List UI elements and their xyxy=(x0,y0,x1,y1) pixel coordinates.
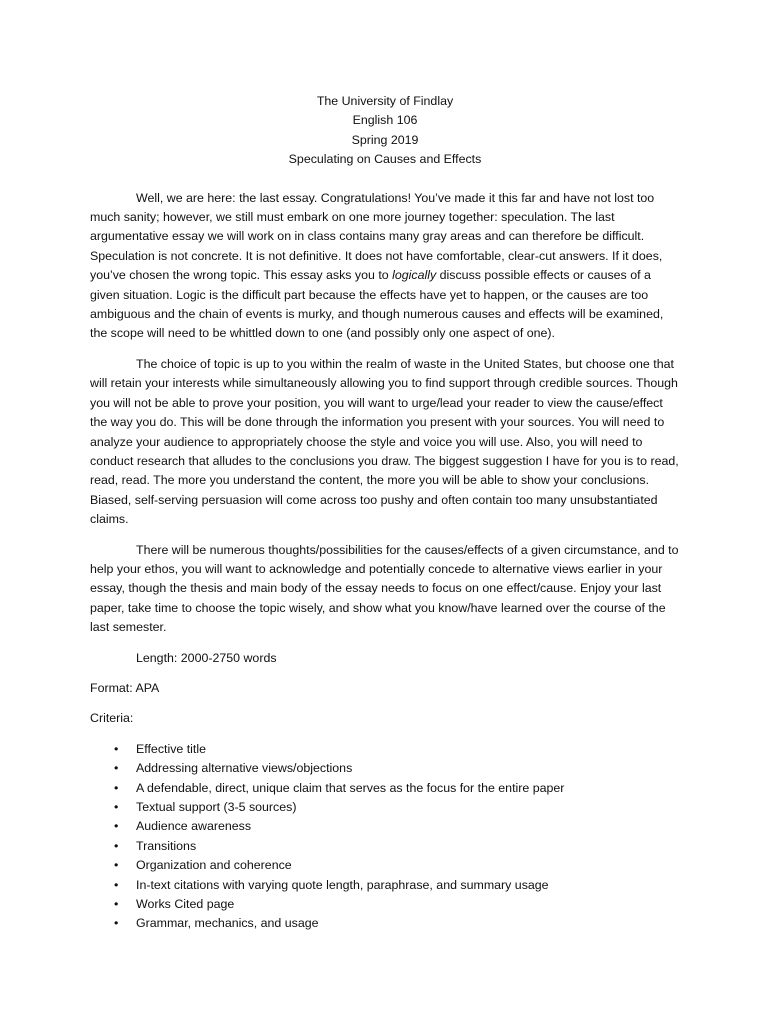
format-requirement: Format: APA xyxy=(90,680,160,695)
paragraph-closing: There will be numerous thoughts/possibilities for the causes/effects of a given circumstance, and to help your ethos, you will want to acknowledge and potentially concede to alternative views earlier in your essay, though the thesis and main body of the essay needs to focus on one effect/cause. Enjoy your last paper, take time to choose the topic wisely, and show what you know/have learned over the course of the last semester. xyxy=(90,542,679,635)
paragraph-intro xyxy=(90,189,680,344)
length-requirement: Length: 2000-2750 words xyxy=(136,650,277,665)
paragraph-topic: The choice of topic is up to you within the realm of waste in the United States, but choose one that will retain your interests while simultaneously allowing you to find support through credible sources. Though you will not be able to prove your position, you will want to urge/lead your reader to view the cause/effect the way you do. This will be done through the information you present with your sources. You will need to analyze your audience to appropriately choose the style and voice you will use. Also, you will need to conduct research that alludes to the conclusions you draw. The biggest suggestion I have for you is to read, read, read. The more you understand the content, the more you will be able to show your conclusions. Biased, self-serving persuasion will come across too pushy and often contain too many unsubstantiated claims. xyxy=(90,356,679,527)
criteria-item-text: Works Cited page xyxy=(136,897,235,912)
paragraph-intro-part-2: discuss possible effects or causes of a given situation. Logic is the difficult part because the effects have yet to happen, or the causes are too ambiguous and the chain of events is murky, and though numerous causes and effects will be examined, the scope will need to be whittled down to one (and possibly only one aspect of one). xyxy=(90,268,664,341)
criteria-item xyxy=(90,740,680,759)
criteria-item xyxy=(90,759,680,778)
emphasis-logically: logically xyxy=(392,268,437,283)
paragraph-intro-part-1: Well, we are here: the last essay. Congratulations! You’ve made it this far and have not lost too much sanity; however, we still must embark on one more journey together: speculation. The last argumentative essay we will work on in class contains many gray areas and can therefore be difficult. Speculation is not concrete. It is not definitive. It does not have comfortable, clear-cut answers. If it does, you’ve chosen the wrong topic. This essay asks you to xyxy=(90,190,663,283)
document-header xyxy=(90,92,680,170)
criteria-list xyxy=(90,740,680,934)
bullet-icon: • xyxy=(114,800,119,814)
criteria-item-text: In-text citations with varying quote length, paraphrase, and summary usage xyxy=(136,877,549,892)
criteria-item-text: Addressing alternative views/objections xyxy=(136,761,353,776)
course-name: English 106 xyxy=(352,113,418,128)
criteria-item-text: A defendable, direct, unique claim that serves as the focus for the entire paper xyxy=(136,780,565,795)
criteria-item-text: Transitions xyxy=(136,838,197,853)
criteria-item-text: Organization and coherence xyxy=(136,858,292,873)
criteria-item xyxy=(90,895,680,914)
bullet-icon: • xyxy=(114,761,119,776)
bullet-icon: • xyxy=(114,780,119,795)
criteria-label: Criteria: xyxy=(90,711,134,726)
bullet-icon: • xyxy=(114,819,119,834)
bullet-icon: • xyxy=(114,741,119,756)
document-page xyxy=(90,92,680,934)
bullet-icon: • xyxy=(114,858,119,873)
criteria-item xyxy=(90,914,680,933)
criteria-item-text: Effective title xyxy=(136,741,207,756)
criteria-item xyxy=(90,876,680,895)
bullet-icon: • xyxy=(114,877,119,892)
criteria-item-text: Audience awareness xyxy=(136,819,252,834)
assignment-title: Speculating on Causes and Effects xyxy=(288,152,482,167)
criteria-item-text: Grammar, mechanics, and usage xyxy=(136,916,319,931)
criteria-item-text: Textual support (3-5 sources) xyxy=(136,800,297,814)
term: Spring 2019 xyxy=(351,132,419,147)
bullet-icon: • xyxy=(114,838,119,853)
university-name: The University of Findlay xyxy=(316,94,454,108)
criteria-item xyxy=(90,798,680,817)
bullet-icon: • xyxy=(114,897,119,912)
criteria-item xyxy=(90,856,680,875)
criteria-item xyxy=(90,817,680,836)
criteria-item xyxy=(90,779,680,798)
criteria-item xyxy=(90,837,680,856)
bullet-icon: • xyxy=(114,916,119,931)
